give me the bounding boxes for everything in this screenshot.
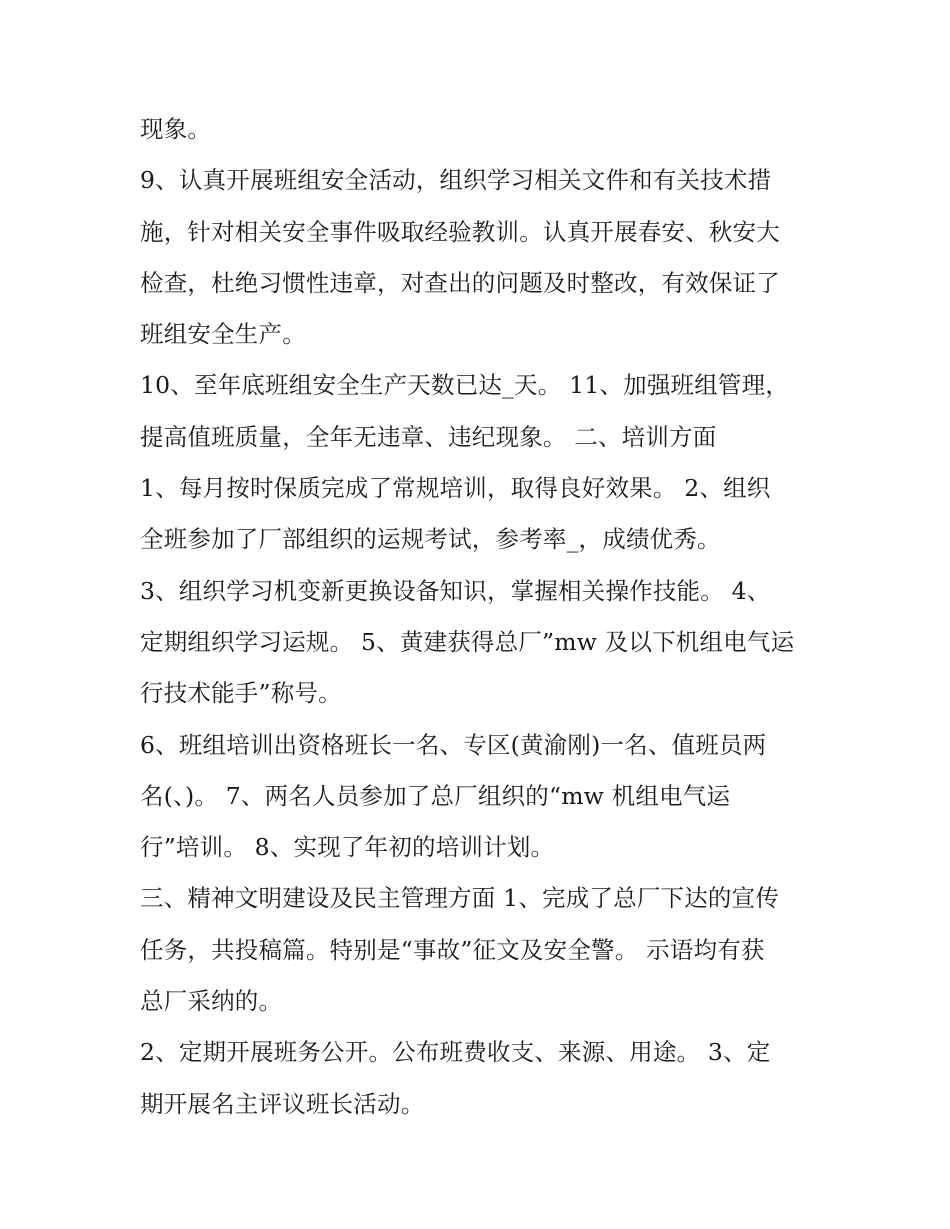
- text-line: 行”培训。 8、实现了年初的培训计划。: [140, 833, 555, 862]
- text-line: 班组安全生产。: [140, 320, 306, 349]
- text-line: 三、精神文明建设及民主管理方面 1、完成了总厂下达的宣传: [140, 884, 780, 913]
- text-line: 提高值班质量，全年无违章、违纪现象。 二、培训方面: [140, 422, 717, 451]
- text-line: 9、认真开展班组安全活动，组织学习相关文件和有关技术措: [140, 166, 772, 195]
- text-line: 2、定期开展班务公开。公布班费收支、来源、用途。 3、定: [140, 1038, 771, 1067]
- text-line: 10、至年底班组安全生产天数已达_天。 11、加强班组管理，: [140, 371, 790, 400]
- text-line: 6、班组培训出资格班长一名、专区(黄渝刚)一名、值班员两: [140, 730, 767, 759]
- text-line: 定期组织学习运规。 5、黄建获得总厂”mw 及以下机组电气运: [140, 627, 795, 656]
- text-line: 总厂采纳的。: [140, 987, 283, 1016]
- text-line: 3、组织学习机变新更换设备知识，掌握相关操作技能。 4、: [140, 576, 771, 605]
- text-line: 名(、)。 7、两名人员参加了总厂组织的“mw 机组电气运: [140, 781, 731, 810]
- text-line: 任务，共投稿篇。特别是“事故”征文及安全警。 示语均有获: [140, 935, 765, 964]
- text-line: 全班参加了厂部组织的运规考试，参考率_，成绩优秀。: [140, 525, 721, 554]
- text-line: 行技术能手”称号。: [140, 679, 342, 708]
- text-line: 检查，杜绝习惯性违章，对查出的问题及时整改，有效保证了: [140, 268, 780, 297]
- text-line: 现象。: [140, 115, 212, 143]
- document-body: [140, 104, 830, 1130]
- text-line: 期开展名主评议班长活动。: [140, 1089, 425, 1118]
- text-line: 1、每月按时保质完成了常规培训，取得良好效果。 2、组织: [140, 474, 771, 503]
- text-line: 施，针对相关安全事件吸取经验教训。认真开展春安、秋安大: [140, 217, 780, 246]
